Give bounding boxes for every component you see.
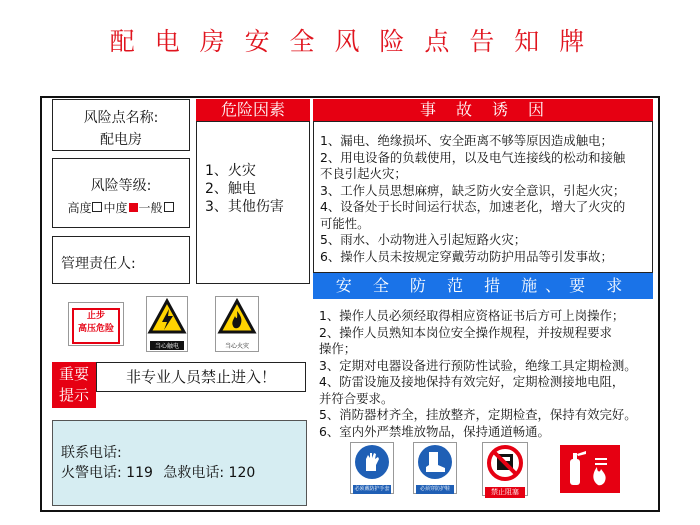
risk-level-low: 一般 bbox=[138, 201, 163, 215]
contact-label: 联系电话: bbox=[61, 445, 122, 461]
cause-item: 5、雨水、小动物进入引起短路火灾； bbox=[320, 232, 527, 247]
measure-item: 1、操作人员必须经取得相应资格证书后方可上岗操作； bbox=[319, 308, 625, 323]
risk-level-label: 风险等级: bbox=[90, 178, 152, 194]
important-label-line1: 重要 bbox=[58, 365, 89, 383]
cause-item: 可能性。 bbox=[320, 215, 370, 231]
risk-level-box bbox=[52, 158, 190, 228]
measure-item: 5、消防器材齐全，挂放整齐，定期检查，保持有效完好。 bbox=[319, 407, 637, 422]
checkbox-empty-icon bbox=[164, 202, 174, 212]
aid-phone-number: 120 bbox=[228, 465, 256, 481]
gloves-mandatory-sign bbox=[350, 442, 394, 494]
aid-phone-label: 急救电话: bbox=[163, 465, 225, 481]
fire-phone-number: 119 bbox=[126, 465, 153, 481]
risk-point-label: 风险点名称: bbox=[83, 110, 159, 126]
cause-item: 6、操作人员未按规定穿戴劳动防护用品等引发事故； bbox=[320, 248, 613, 264]
stop-high-voltage-sign bbox=[68, 302, 124, 346]
electric-shock-sign bbox=[146, 296, 188, 352]
hazard-item: 3、其他伤害 bbox=[205, 199, 284, 215]
fire-extinguisher-icon bbox=[560, 445, 620, 493]
important-label-line2: 提示 bbox=[58, 386, 89, 404]
sign-text: 必须穿防护鞋 bbox=[416, 485, 454, 494]
responsible-box bbox=[52, 236, 190, 284]
cause-item: 1、漏电、绝缘损坏、安全距离不够等原因造成触电； bbox=[320, 133, 613, 148]
contact-box bbox=[52, 420, 307, 506]
measures-header: 安 全 防 范 措 施、要 求 bbox=[313, 273, 653, 299]
no-blocking-sign bbox=[482, 442, 528, 496]
risk-point-value: 配电房 bbox=[100, 132, 142, 148]
boots-mandatory-sign bbox=[413, 442, 457, 494]
checkbox-checked-icon bbox=[129, 203, 138, 212]
cause-item: 2、用电设备的负载使用，以及电气连接线的松动和接触 bbox=[320, 149, 626, 165]
causes-box bbox=[313, 121, 653, 273]
page-title: 配 电 房 安 全 风 险 点 告 知 牌 bbox=[109, 27, 591, 56]
hazards-box bbox=[196, 121, 310, 284]
measures-box bbox=[313, 299, 653, 437]
cause-item: 4、设备处于长时间运行状态，加速老化，增大了火灾的 bbox=[320, 199, 626, 214]
no-blocking-icon bbox=[483, 443, 527, 483]
fire-warning-icon bbox=[216, 297, 258, 337]
important-message-text: 非专业人员禁止进入！ bbox=[125, 368, 276, 386]
important-label bbox=[52, 362, 96, 408]
cause-item: 不良引起火灾； bbox=[320, 166, 407, 181]
gloves-mandatory-icon bbox=[351, 443, 393, 481]
measure-item: 6、室内外严禁堆放物品，保持通道畅通。 bbox=[319, 423, 550, 439]
important-message bbox=[96, 362, 306, 392]
sign-text: 必须戴防护手套 bbox=[354, 486, 390, 492]
checkbox-empty-icon bbox=[92, 202, 102, 212]
fire-extinguisher-sign bbox=[560, 445, 620, 493]
cause-item: 3、工作人员思想麻痹，缺乏防火安全意识，引起火灾； bbox=[320, 182, 626, 198]
fire-warning-sign bbox=[215, 296, 259, 352]
fire-phone-label: 火警电话: bbox=[61, 465, 122, 481]
sign-text: 当心火灾 bbox=[224, 343, 249, 350]
causes-header: 事 故 诱 因 bbox=[313, 99, 653, 121]
measure-item: 并符合要求。 bbox=[319, 390, 394, 406]
risk-level-options bbox=[53, 199, 189, 216]
risk-level-high: 高度 bbox=[67, 201, 92, 215]
boots-mandatory-icon bbox=[414, 443, 456, 481]
sign-text: 禁止阻塞 bbox=[485, 487, 525, 498]
measure-item: 4、防雷设施及接地保持有效完好，定期检测接地电阻， bbox=[319, 374, 625, 389]
responsible-label: 管理责任人: bbox=[61, 256, 136, 272]
risk-level-medium: 中度 bbox=[103, 201, 128, 215]
electric-shock-warning-icon bbox=[147, 297, 187, 337]
risk-point-box bbox=[52, 99, 190, 151]
hazards-header: 危险因素 bbox=[196, 99, 310, 121]
sign-text: 止步 bbox=[86, 311, 105, 321]
measure-item: 2、操作人员熟知本岗位安全操作规程，并按规程要求 bbox=[319, 324, 612, 340]
sign-text: 高压危险 bbox=[77, 324, 114, 334]
sign-text: 当心触电 bbox=[150, 341, 184, 350]
hazard-item: 1、火灾 bbox=[205, 163, 256, 179]
measure-item: 3、定期对电器设备进行预防性试验，绝缘工具定期检测。 bbox=[319, 357, 637, 373]
hazard-item: 2、触电 bbox=[205, 181, 256, 197]
measure-item: 操作； bbox=[319, 341, 357, 356]
